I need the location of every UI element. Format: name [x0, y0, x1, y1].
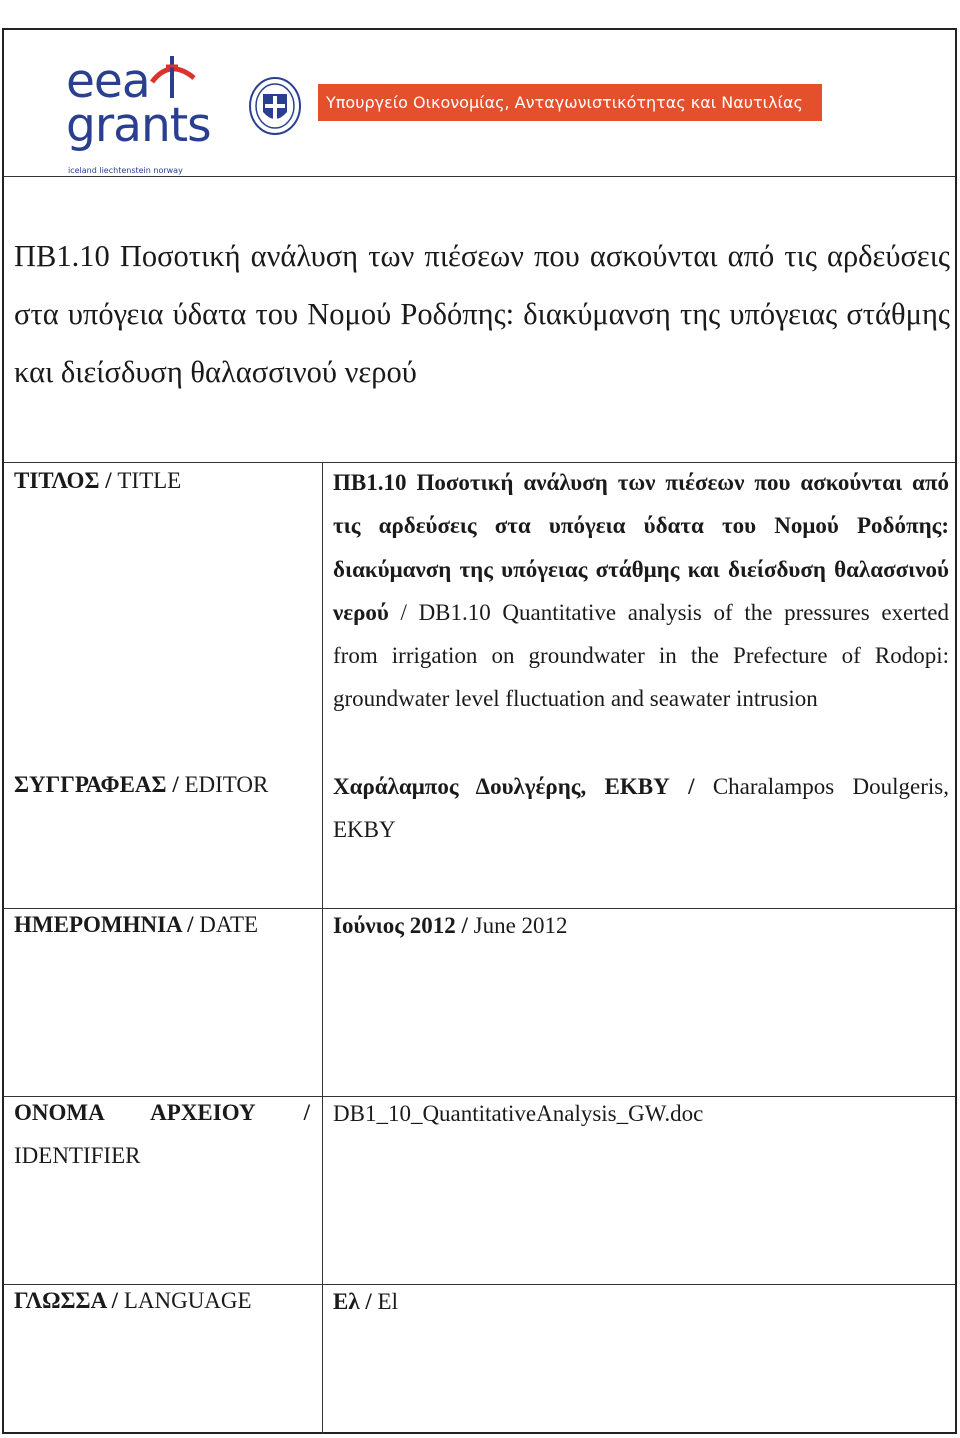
eea-logo-line1: eea [66, 54, 150, 109]
identifier-value: DB1_10_QuantitativeAnalysis_GW.doc [333, 1101, 704, 1126]
document-sheet [2, 28, 957, 1434]
date-value: Ιούνιος 2012 / June 2012 [333, 913, 568, 938]
greek-coat-of-arms-icon [248, 76, 302, 136]
eea-grants-logo [66, 50, 211, 175]
eea-logo-subtitle: iceland liechtenstein norway [68, 166, 183, 175]
language-value: Ελ / El [333, 1289, 398, 1314]
column-divider [322, 462, 323, 1434]
language-label: ΓΛΩΣΣΑ / LANGUAGE [14, 1288, 252, 1313]
identifier-label-line1: ΟΝΟΜΑ ΑΡΧΕΙΟΥ / [14, 1100, 310, 1125]
ministry-banner: Υπουργείο Οικονομίας, Ανταγωνιστικότητας και Ναυτιλίας [318, 84, 822, 121]
eea-swoosh-icon [148, 52, 198, 102]
editor-value: Χαράλαμπος Δουλγέρης, ΕΚΒΥ / Charalampos Doulgeris, EKBY [333, 774, 950, 843]
document-title: ΠΒ1.10 Ποσοτική ανάλυση των πιέσεων που ασκούνται από τις αρδεύσεις στα υπόγεια ύδατα του Νομού Ροδόπης: διακύμανση της υπόγειας στάθμης και διείσδυση θαλασσινού νερού [14, 239, 950, 389]
editor-label: ΣΥΓΓΡΑΦΕΑΣ / EDITOR [14, 772, 269, 797]
title-label: ΤΙΤΛΟΣ / TITLE [14, 468, 182, 493]
eea-logo-line2: grants [66, 98, 211, 153]
divider [4, 176, 955, 177]
logo-header [4, 30, 955, 178]
title-value: ΠΒ1.10 Ποσοτική ανάλυση των πιέσεων που ασκούνται από τις αρδεύσεις στα υπόγεια ύδατα του Νομού Ροδόπης: διακύμανση της υπόγειας στάθμης και διείσδυση θαλασσινού νερού / DB1.10 Quantitative analysis of the pressures exerted from irrigation on groundwater in the Prefecture of Rodopi: groundwater level fluctuation and seawater intrusion [333, 470, 949, 712]
date-label: ΗΜΕΡΟΜΗΝΙΑ / DATE [14, 912, 259, 937]
identifier-label-line2: IDENTIFIER [14, 1143, 141, 1168]
